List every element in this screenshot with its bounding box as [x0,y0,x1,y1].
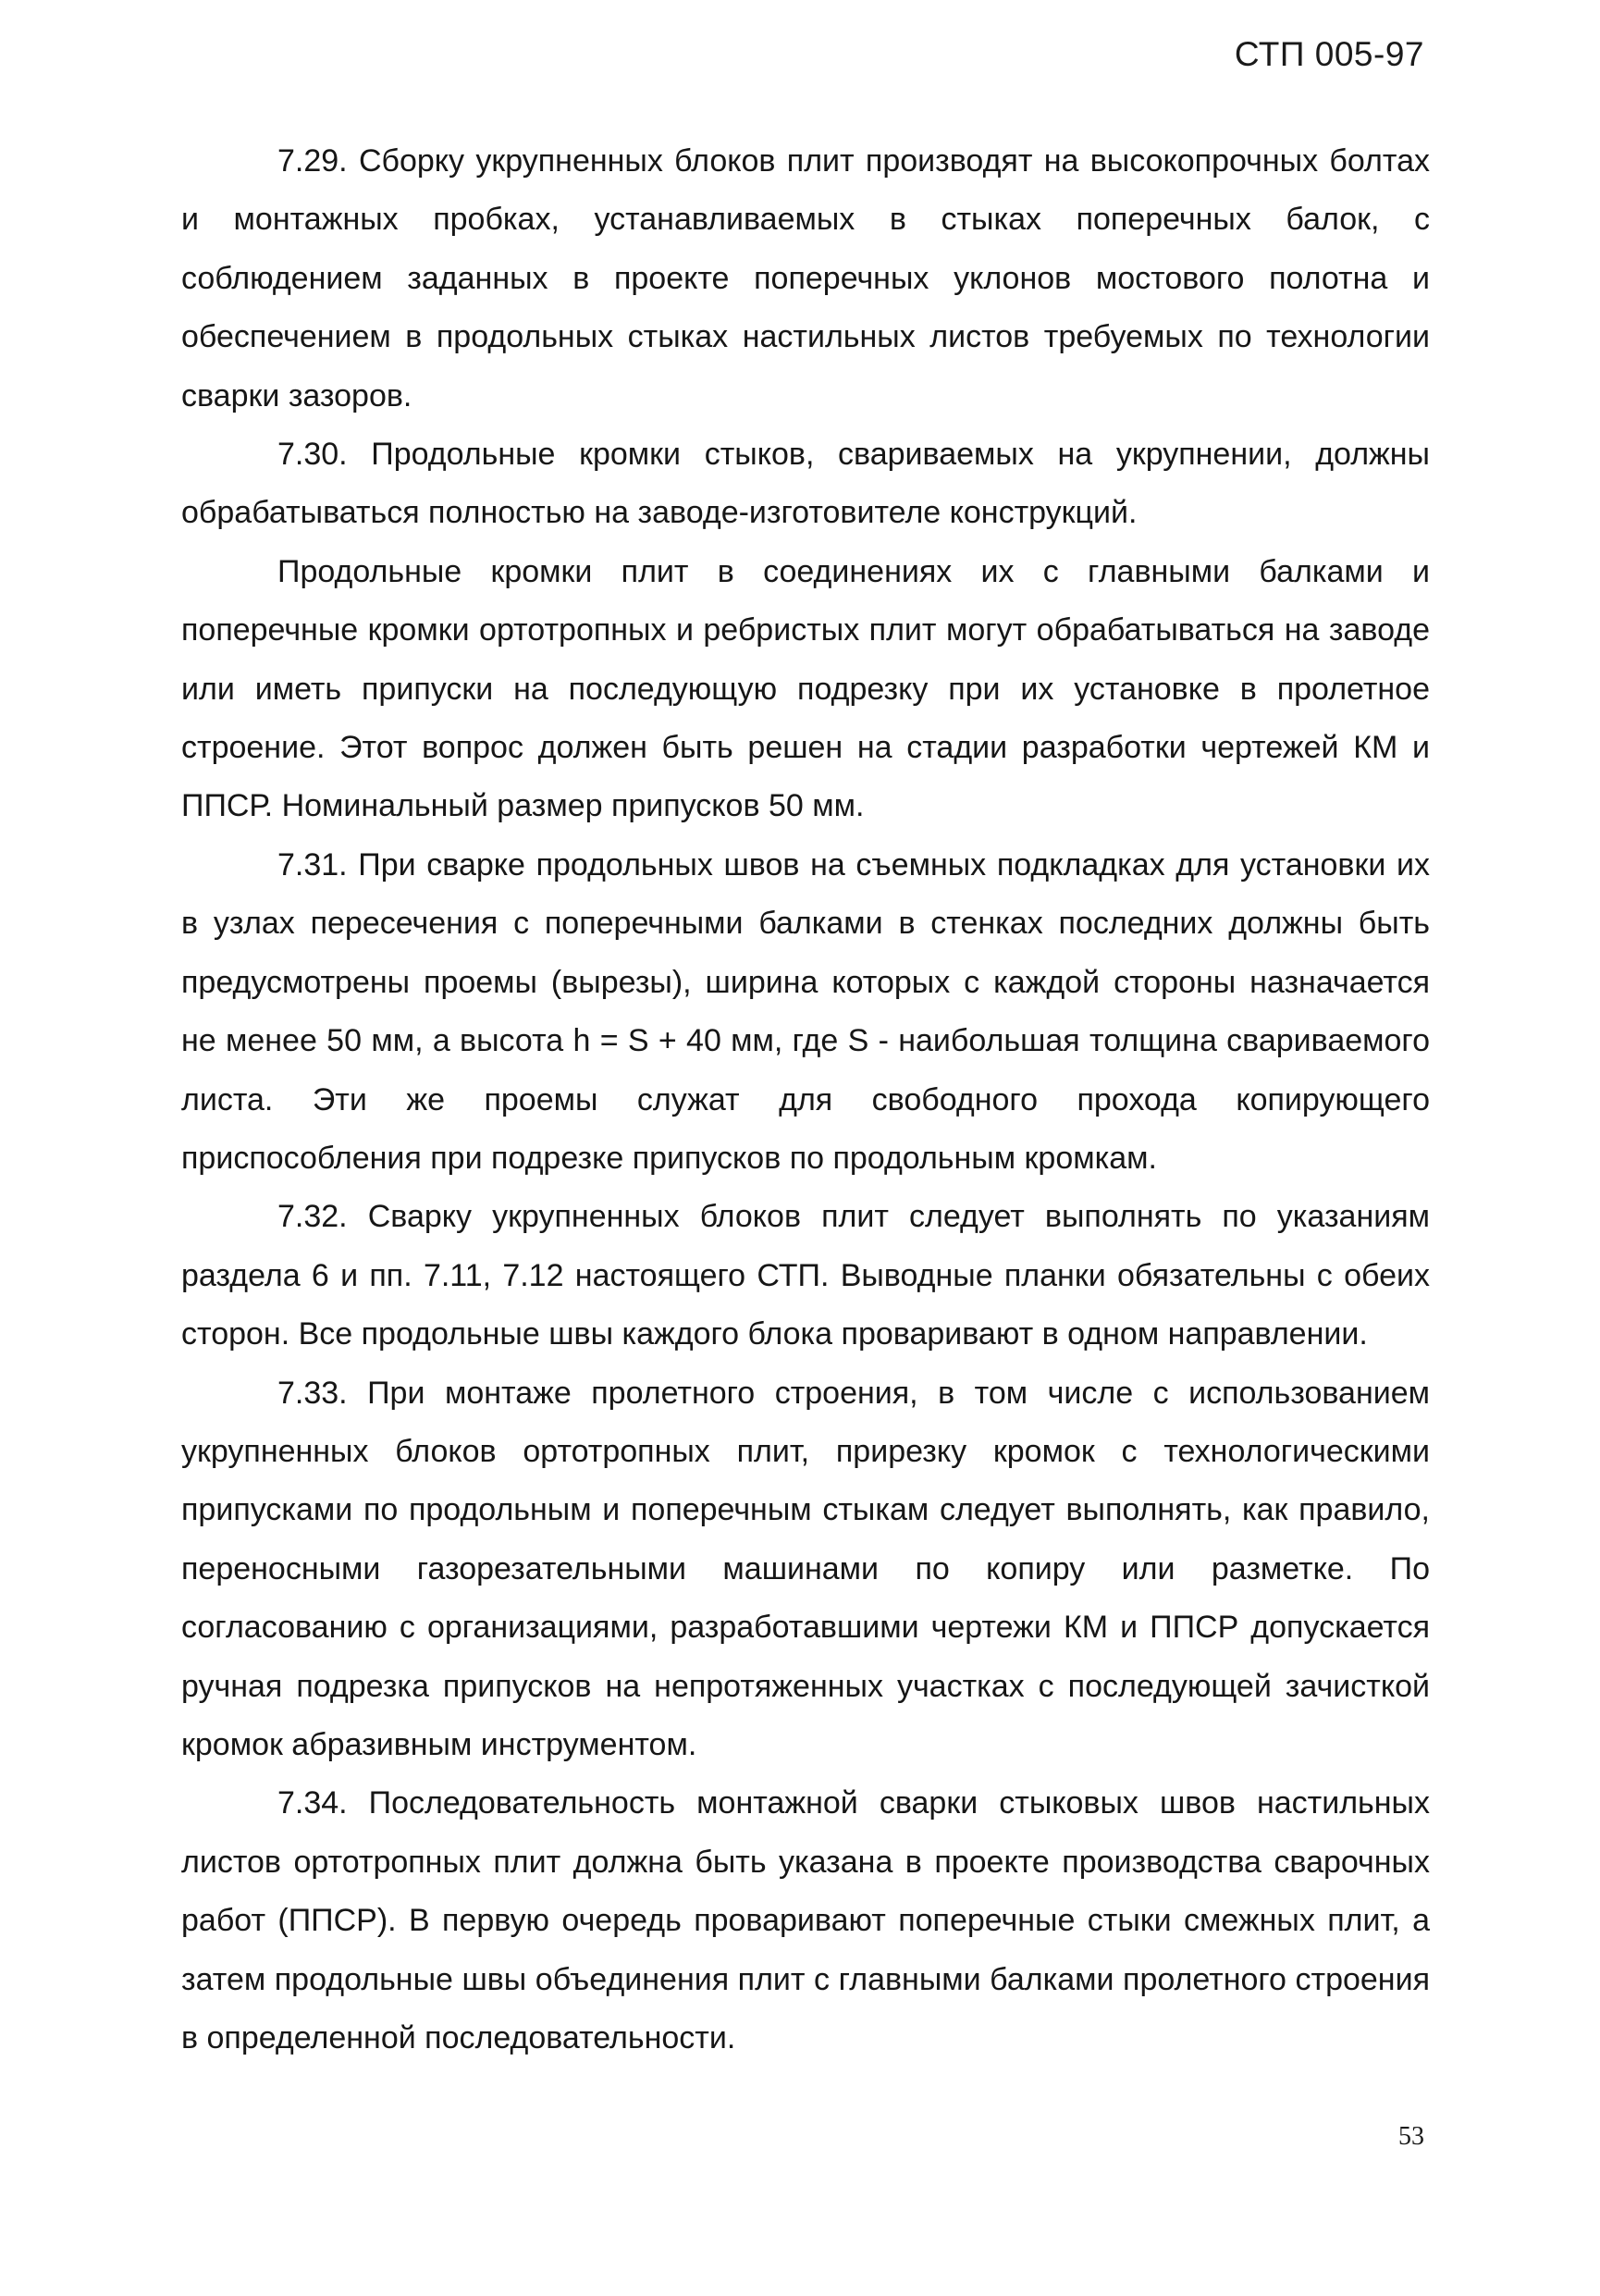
document-body [181,132,1430,2068]
paragraph-7-30-continued: Продольные кромки плит в соединениях их с главными балками и поперечные кромки ортотропных и ребристых плит могут обрабатываться на заводе или иметь припуски на последующую подрезку при их установке в пролетное строение. Этот вопрос должен быть решен на стадии разработки чертежей КМ и ППСР. Номинальный размер припусков 50 мм. [181,553,1430,824]
paragraph-7-32: 7.32. Сварку укрупненных блоков плит следует выполнять по указаниям раздела 6 и пп. 7.11, 7.12 настоящего СТП. Выводные планки обязательны с обеих сторон. Все продольные швы каждого блока проваривают в одном направлении. [181,1199,1430,1352]
page-number: 53 [1398,2122,1424,2151]
document-code: СТП 005-97 [1234,35,1424,73]
paragraph-7-30: 7.30. Продольные кромки стыков, свариваемых на укрупнении, должны обрабатываться полностью на заводе-изготовителе конструкций. [181,437,1430,531]
paragraph-7-29: 7.29. Сборку укрупненных блоков плит производят на высокопрочных болтах и монтажных пробках, устанавливаемых в стыках поперечных балок, с соблюдением заданных в проекте поперечных уклонов мостового полотна и обеспечением в продольных стыках настильных листов требуемых по технологии сварки зазоров. [181,143,1430,414]
paragraph-7-31: 7.31. При сварке продольных швов на съемных подкладках для установки их в узлах пересечения с поперечными балками в стенках последних должны быть предусмотрены проемы (вырезы), ширина которых с каждой стороны назначается не менее 50 мм, а высота h = S + 40 мм, где S - наибольшая толщина свариваемого листа. Эти же проемы служат для свободного прохода копирующего приспособления при подрезке припусков по продольным кромкам. [181,846,1430,1176]
paragraph-7-33: 7.33. При монтаже пролетного строения, в том числе с использованием укрупненных блоков ортотропных плит, прирезку кромок с технологическими припусками по продольным и поперечным стыкам следует выполнять, как правило, переносными газорезательными машинами по копиру или разметке. По согласованию с организациями, разработавшими чертежи КМ и ППСР допускается ручная подрезка припусков на непротяженных участках с последующей зачисткой кромок абразивным инструментом. [181,1375,1430,1762]
paragraph-7-34: 7.34. Последовательность монтажной сварки стыковых швов настильных листов ортотропных плит должна быть указана в проекте производства сварочных работ (ППСР). В первую очередь проваривают поперечные стыки смежных плит, а затем продольные швы объединения плит с главными балками пролетного строения в определенной последовательности. [181,1785,1430,2055]
